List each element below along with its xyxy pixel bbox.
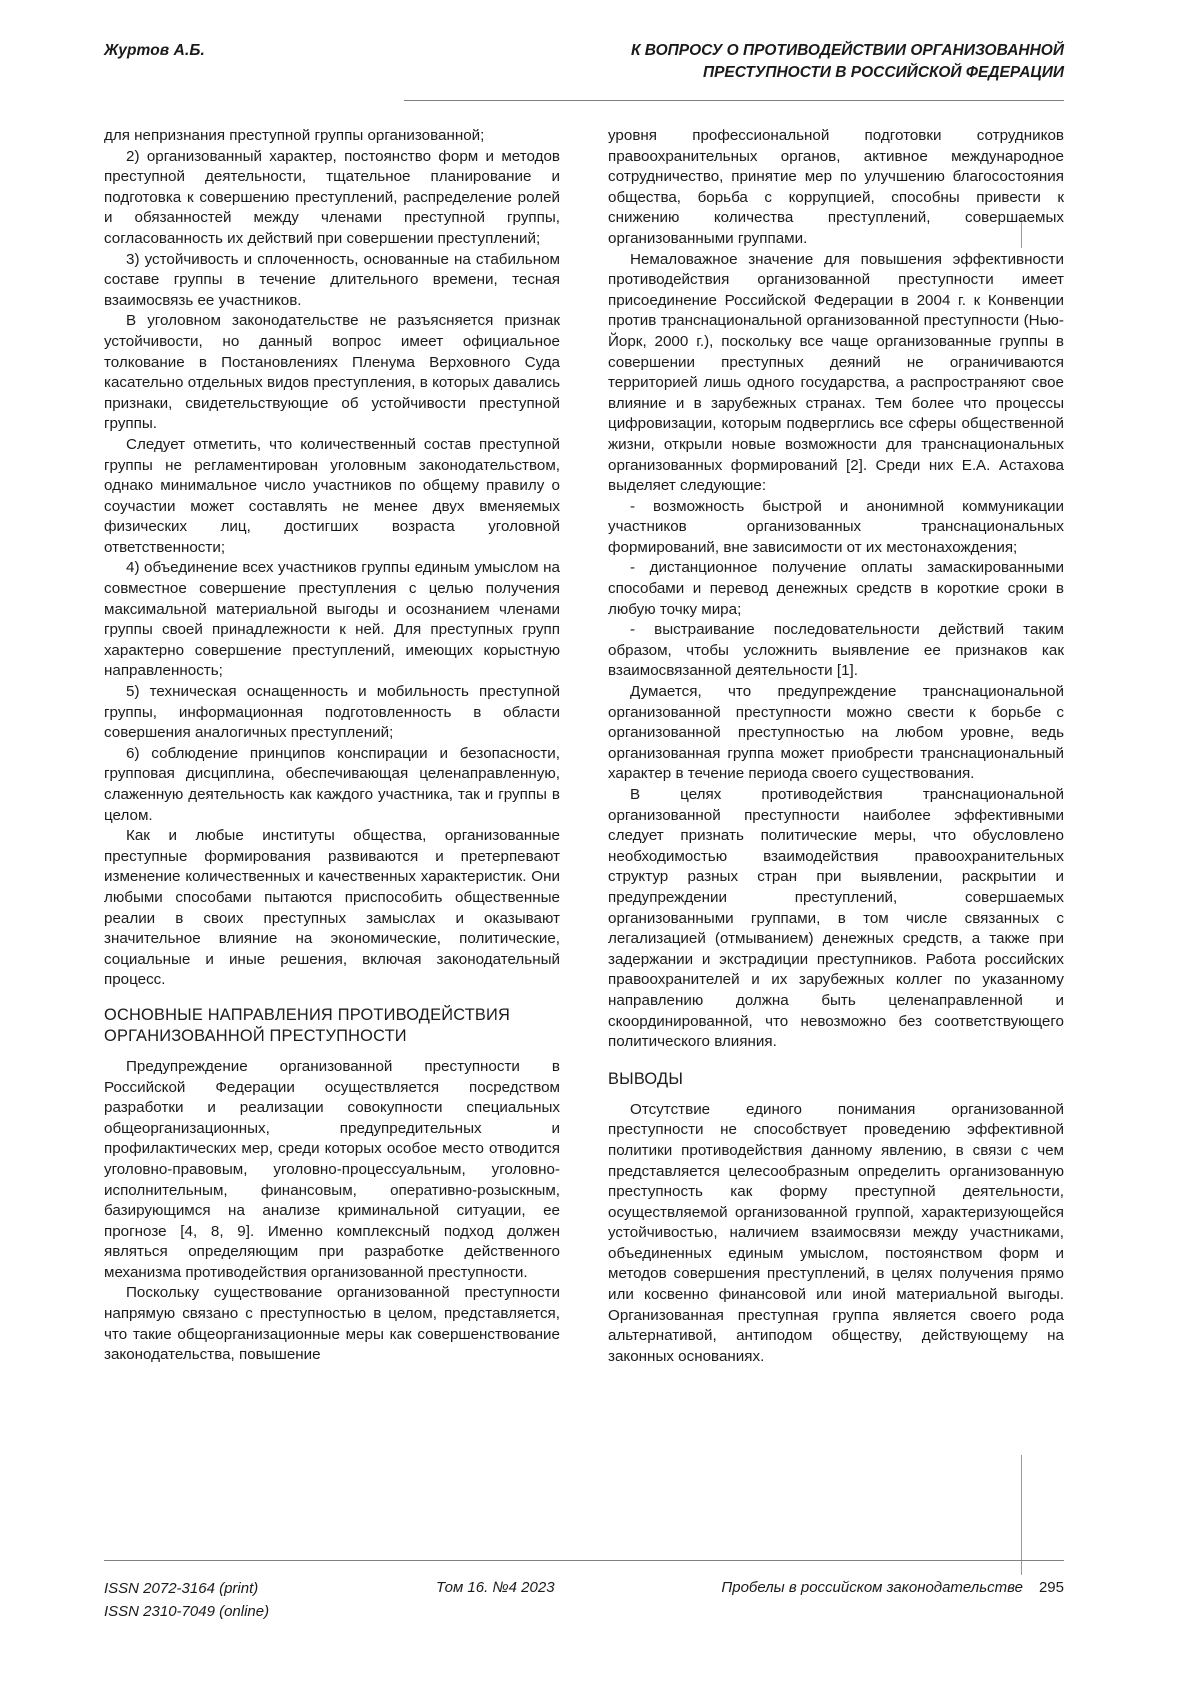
right-column — [608, 126, 1064, 1367]
crop-mark-right — [1021, 1455, 1022, 1575]
paragraph: Поскольку существование организованной преступности напрямую связано с преступностью в целом, представляется, что такие общеорганизационные меры как совершенствование законодательства, повышение — [104, 1284, 560, 1364]
header-divider — [404, 100, 1064, 101]
paragraph: 6) соблюдение принципов конспирации и безопасности, групповая дисциплина, обеспечивающая целенаправленную, слаженную деятельность как каждого участника, так и группы в целом. — [104, 744, 560, 824]
paragraph: Немаловажное значение для повышения эффективности противодействия организованной преступности имеет присоединение Российской Федерации в 2004 г. к Конвенции против транснациональной организованной преступности (Нью-Йорк, 2000 г.), поскольку все чаще организованные группы в совершении преступных деяний не ограничиваются территорией лишь одного государства, а распространяют свое влияние и в зарубежных странах. Тем более что процессы цифровизации, которым подверглись все сферы общественной жизни, открыли новые возможности для транснациональных организованных формирований [2]. Среди них Е.А. Астахова выделяет следующие: — [608, 250, 1064, 495]
list-item: - выстраивание последовательности действий таким образом, чтобы усложнить выявление ее признаков как взаимосвязанной деятельности [1]. — [608, 621, 1064, 680]
page-header — [104, 40, 1064, 85]
issn-online: ISSN 2310-7049 (online) — [104, 1602, 270, 1620]
header-article-title — [631, 40, 1064, 85]
section-heading-main-directions: ОСНОВНЫЕ НАПРАВЛЕНИЯ ПРОТИВОДЕЙСТВИЯ ОРГАНИЗОВАННОЙ ПРЕСТУПНОСТИ — [104, 1005, 511, 1045]
paragraph: уровня профессиональной подготовки сотрудников правоохранительных органов, активное международное сотрудничество, принятие мер по улучшению благосостояния общества, борьба с коррупцией, способны привести к снижению количества преступлений, совершаемых организованными группами. — [608, 127, 1064, 247]
paragraph: 4) объединение всех участников группы единым умыслом на совместное совершение преступления с целью получения максимальной материальной выгоды и осознанием членами группы своей принадлежности к ней. Для преступных групп характерно совершение преступлений, имеющих корыстную направленность; — [104, 559, 560, 680]
paragraph: Следует отметить, что количественный состав преступной группы не регламентирован уголовным законодательством, однако минимальное число участников по общему правилу о соучастии может составлять не менее двух вменяемых физических лиц, достигших возраста уголовной ответственности; — [104, 435, 560, 556]
issn-print: ISSN 2072-3164 (print) — [104, 1580, 259, 1597]
list-item: - дистанционное получение оплаты замаскированными способами и перевод денежных средств в короткие сроки в любую точку мира; — [608, 559, 1064, 618]
footer-volume: Том 16. №4 2023 — [435, 1579, 555, 1596]
paragraph: 2) организованный характер, постоянство форм и методов преступной деятельности, тщательное планирование и подготовка к совершению преступлений, распределение ролей и обязанностей между членами преступной группы, согласованность их действий при совершении преступлений; — [104, 147, 560, 247]
footer-page-number: 295 — [1038, 1579, 1064, 1596]
paragraph: В уголовном законодательстве не разъясняется признак устойчивости, но данный вопрос имеет официальное толкование в Постановлениях Пленума Верховного Суда касательно отдельных видов преступления, в которых давались признаки, свидетельствующие об устойчивости преступной группы. — [104, 312, 560, 433]
paragraph: Предупреждение организованной преступности в Российской Федерации осуществляется посредством разработки и реализации совокупности специальных общеорганизационных, предупредительных и профилактических мер, среди которых особое место отводится уголовно-правовым, уголовно-процессуальным, уголовно-исполнительным, финансовым, оперативно-розыскным, базирующимся на анализе криминальной ситуации, ее прогнозе [4, 8, 9]. Именно комплексный подход должен являться определяющим при разработке действенного механизма противодействия организованной преступности. — [104, 1057, 560, 1281]
paragraph: для непризнания преступной группы организованной; — [104, 127, 485, 144]
paragraph: 5) техническая оснащенность и мобильность преступной группы, информационная подготовленность в области совершения аналогичных преступлений; — [104, 683, 560, 742]
footer-journal-block — [721, 1578, 1064, 1596]
footer-issn — [104, 1578, 269, 1623]
header-author: Журтов А.Б. — [104, 42, 205, 59]
article-body — [104, 126, 1064, 1367]
paragraph: Отсутствие единого понимания организованной преступности не способствует проведению эффективной политики противодействия данному явлению, в связи с чем представляется целесообразным определить организованную преступность как форму преступной деятельности, осуществляемой организованной группой, характеризующейся устойчивостью, наличием взаимосвязи между участниками, объединенных единым умыслом, постоянством форм и методов совершения преступлений, в целях получения прямо или косвенно финансовой или иной материальной выгоды. Организованная преступная группа является своего рода альтернативой, антиподом обществу, действующему на законных основаниях. — [608, 1100, 1064, 1365]
paragraph: Думается, что предупреждение транснациональной организованной преступности можно свести к борьбе с организованной преступностью на любом уровне, ведь организованная группа может приобрести транснациональный характер в течение периода своего существования. — [608, 683, 1064, 783]
section-heading-conclusions: ВЫВОДЫ — [608, 1069, 684, 1088]
header-title-line-2: ПРЕСТУПНОСТИ В РОССИЙСКОЙ ФЕДЕРАЦИИ — [702, 64, 1064, 82]
header-title-line-1: К ВОПРОСУ О ПРОТИВОДЕЙСТВИИ ОРГАНИЗОВАННОЙ — [630, 42, 1064, 59]
list-item: - возможность быстрой и анонимной коммуникации участников организованных транснациональных формирований, вне зависимости от их местонахождения; — [608, 497, 1064, 556]
footer-divider — [104, 1560, 1064, 1561]
paragraph: Как и любые институты общества, организованные преступные формирования развиваются и претерпевают изменение количественных и качественных характеристик. Они любыми способами пытаются приспособить общественные реалии в своих преступных замыслах и оказывают значительное влияние на экономические, политические, социальные и иные решения, включая законодательный процесс. — [104, 827, 560, 989]
page-footer — [104, 1578, 1064, 1623]
left-column — [104, 126, 560, 1367]
footer-journal-name: Пробелы в российском законодательстве — [721, 1579, 1023, 1596]
paragraph: 3) устойчивость и сплоченность, основанные на стабильном составе группы в течение длительного времени, тесная взаимосвязь ее участников. — [104, 250, 560, 309]
paragraph: В целях противодействия транснациональной организованной преступности наиболее эффективными следует признать политические меры, что обусловлено необходимостью взаимодействия правоохранительных структур разных стран при выявлении, раскрытии и предупреждении преступлений, совершаемых организованными группами, в том числе связанных с легализацией (отмыванием) денежных средств, а также при задержании и экстрадиции преступников. Работа российских правоохранителей и их зарубежных коллег по указанному направлению должна быть целенаправленной и скоординированной, что невозможно без соответствующего политического влияния. — [608, 786, 1064, 1051]
